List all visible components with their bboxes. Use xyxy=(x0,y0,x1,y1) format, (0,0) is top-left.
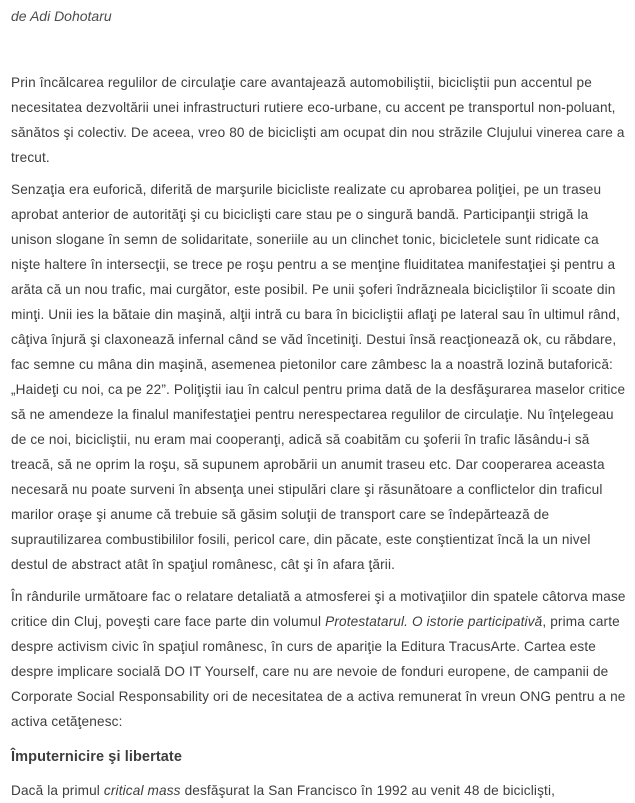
paragraph-critical-mass xyxy=(11,778,628,803)
paragraph-critical-mass-text-before: Dacă la primul xyxy=(11,783,104,798)
book-title: Protestatarul. O istorie participativă xyxy=(325,614,543,629)
section-heading: Împuternicire şi libertate xyxy=(11,749,183,765)
paragraph-critical-mass-text-after: desfăşurat la San Francisco în 1992 au venit 48 de biciclişti, xyxy=(180,783,556,798)
paragraph-book-announcement xyxy=(11,584,628,734)
paragraph-book-text-after: , prima carte despre activism civic în spaţiul românesc, în curs de apariţie la Editura TracusArte. Cartea este despre implicare socială DO IT Yourself, care nu are nevoie de fonduri europene, de campanii de Corporate Social Responsability ori de necesitatea de a activa remunerat în vreun ONG pentru a ne activa cetăţenesc: xyxy=(11,614,626,729)
paragraph-intro: Prin încălcarea regulilor de circulaţie care avantajează automobiliştii, bicicliştii pun accentul pe necesitatea dezvoltării unei infrastructuri rutiere eco-urbane, cu accent pe transportul non-poluant, sănătos şi colectiv. De aceea, vreo 80 de biciclişti am ocupat din nou străzile Clujului vinerea care a trecut. xyxy=(11,75,625,165)
article-byline: de Adi Dohotaru xyxy=(11,8,112,24)
paragraph-book-text-before: În rândurile următoare fac o relatare detaliată a atmosferei şi a motivaţiilor din spatele câtorva mase critice din Cluj, poveşti care face parte din volumul xyxy=(11,589,626,629)
paragraph-march-description: Senzaţia era euforică, diferită de marşurile bicicliste realizate cu aprobarea poliţiei, pe un traseu aprobat anterior de autorităţi şi cu biciclişti care stau pe o singură bandă. Participanţii strigă la unison slogane în semn de solidaritate, soneriile au un clinchet tonic, bicicletele sunt ridicate ca nişte haltere în intersecţii, se trece pe roşu pentru a se menţine fluiditatea manifestaţiei şi pentru a arăta că un nou trafic, mai curgător, este posibil. Pe unii şoferi îndrăzneala bicicliştilor îi scoate din minţi. Unii ies la bătaie din maşină, alţii intră cu bara în bicicliştii aflaţi pe lateral sau în ultimul rând, câţiva înjură şi claxonează infernal când se văd încetiniţi. Destui însă reacţionează ok, cu răbdare, fac semne cu mâna din maşină, asemenea pietonilor care zâmbesc la a noastră lozină butaforică: „Haideţi cu noi, ca pe 22”. Poliţiştii iau în calcul pentru prima dată de la desfăşurarea maselor critice să ne amendeze la finalul manifestaţiei pentru nerespectarea regulilor de circulaţie. Nu înţelegeau de ce noi, bicicliştii, nu eram mai cooperanţi, adică să coabităm cu şoferii în trafic lăsându-i să treacă, să ne oprim la roşu, să supunem aprobării un anumit traseu etc. Dar cooperarea aceasta necesară nu poate surveni în absenţa unei stipulări clare şi răsunătoare a conflictelor din traficul marilor oraşe şi anume că trebuie să găsim soluţii de transport care se îndepărtează de suprautilizarea combustibililor fosili, pericol care, din păcate, este conştientizat încă la un nivel destul de abstract atât în spaţiul românesc, cât şi în afara ţării. xyxy=(11,182,626,572)
critical-mass-term: critical mass xyxy=(103,783,181,798)
